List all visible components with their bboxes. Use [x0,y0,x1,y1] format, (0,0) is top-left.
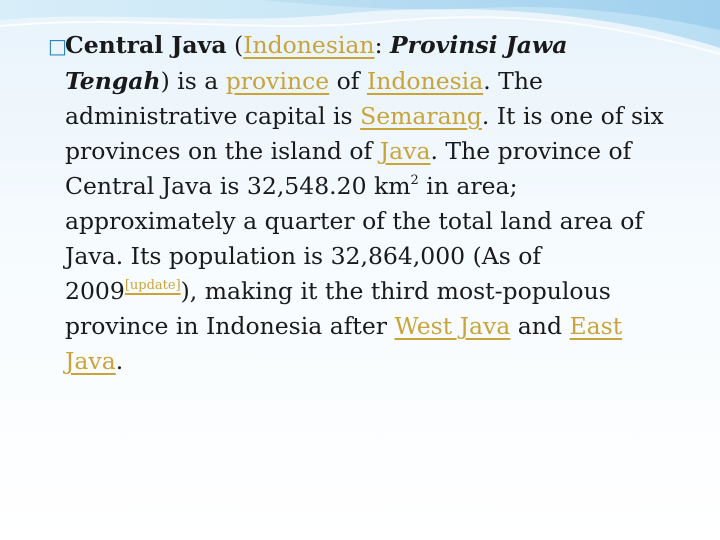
text-run: ) is a [160,67,226,95]
slide-body [48,28,673,379]
link-east-java[interactable]: East Java [65,312,623,375]
link-update[interactable]: [update] [124,278,181,293]
text-run: . It is one of six provinces on the island of [65,102,664,165]
text-run: : [374,31,390,59]
bullet-icon: □ [48,34,67,58]
text-run: and [510,312,570,340]
superscript-2: 2 [410,173,419,188]
native-name: Provinsi Jawa Tengah [65,31,568,95]
text-run: . The administrative capital is [65,67,543,130]
link-province[interactable]: province [225,67,330,95]
article-title-term: Central Java [65,31,227,59]
link-west-java[interactable]: West Java [394,312,511,340]
link-indonesian[interactable]: Indonesian [243,31,375,59]
article-paragraph [48,28,673,379]
text-run: in area; approximately a quarter of the total land area of Java. Its population is 32,864,000 (As of 2009 [65,172,644,305]
text-run: ( [226,31,244,59]
text-run: ), making it the third most-populous province in Indonesia after [65,277,611,340]
link-semarang[interactable]: Semarang [360,102,482,130]
text-run: . [115,347,124,375]
link-java[interactable]: Java [379,137,431,165]
text-run: . The province of Central Java is 32,548.20 km [65,137,632,200]
text-run: of [329,67,367,95]
link-indonesia[interactable]: Indonesia [366,67,484,95]
